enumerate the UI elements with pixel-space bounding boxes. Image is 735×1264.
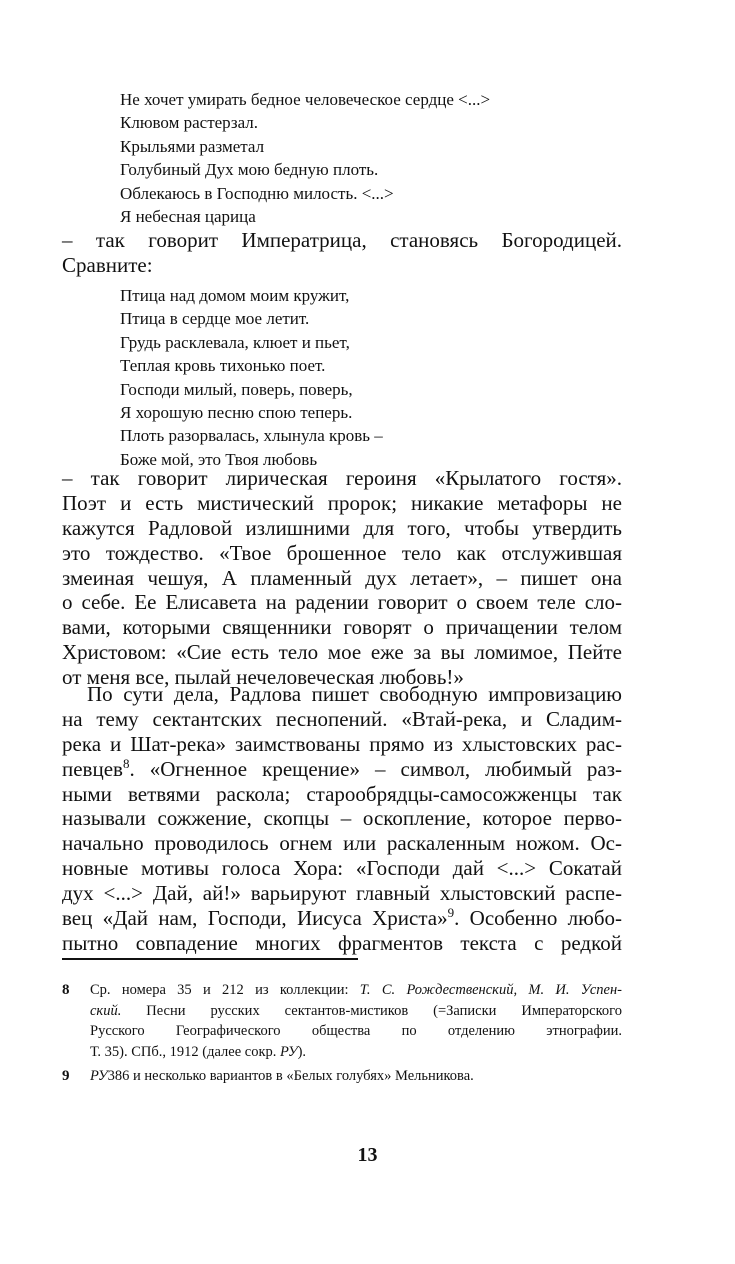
footnote-9 (62, 1066, 622, 1087)
text-span: певцев (62, 756, 123, 781)
text-line: Сравните: (62, 252, 153, 277)
text-span: . Особенно любо- (454, 906, 622, 931)
text-line: от меня все, пылай нечеловеческая любовь!» (62, 665, 464, 690)
text-line: дух <...> Дай, ай!» варьируют главный хлыстовский распе- (62, 881, 622, 906)
verse-line: Облекаюсь в Господню милость. <...> (120, 183, 394, 203)
text-span: Ср. номера 35 и 212 из коллекции: (90, 982, 360, 998)
verse-line: Не хочет умирать бедное человеческое сердце <...> (120, 90, 491, 109)
text-line: кажутся Радловой излишними для того, чтобы утвердить (62, 515, 622, 540)
italic-span: РУ (280, 1043, 298, 1060)
verse-line: Птица в сердце мое летит. (120, 309, 310, 329)
text-line: – так говорит лирическая героиня «Крылатого гостя». (62, 466, 622, 490)
footnote-text (90, 1066, 622, 1087)
verse-line: Теплая кровь тихонько поет. (120, 356, 326, 376)
verse-line: Я хорошую песню спою теперь. (120, 403, 353, 423)
footnote-line: Русского Географического общества по отделению этнографии. (90, 1023, 622, 1039)
text-span: 386 и несколько вариантов в «Белых голубях» Мельникова. (107, 1068, 474, 1084)
footnote-line (90, 980, 622, 1001)
footnote-8 (62, 980, 622, 1062)
prose-paragraph-3 (62, 682, 622, 956)
text-line: новные мотивы голоса Хора: «Господи дай <...> Сокатай (62, 856, 622, 881)
footnote-number: 8 (62, 982, 70, 998)
verse-line: Боже мой, это Твоя любовь (120, 449, 318, 469)
verse-line: Голубиный Дух мою бедную плоть. (120, 160, 379, 180)
text-line: о себе. Ее Елисавета на радении говорит о своем теле сло- (62, 590, 622, 615)
text-line: начально проводилось огнем или раскаленным ножом. Ос- (62, 831, 622, 856)
italic-span: Т. С. Рождественский, М. И. Успен- (359, 982, 622, 998)
verse-block-1 (120, 88, 490, 228)
footnote-ref-9[interactable]: 9 (447, 905, 455, 921)
footnote-divider (62, 958, 358, 960)
text-span: . «Огненное крещение» – символ, любимый раз- (129, 756, 622, 781)
italic-span: ский. (90, 1002, 122, 1019)
verse-line: Я небесная царица (120, 207, 256, 227)
prose-paragraph-1 (62, 228, 622, 278)
verse-line: Клювом растерзал. (120, 113, 259, 133)
verse-block-2 (120, 284, 383, 471)
text-line: река и Шат-река» заимствованы прямо из хлыстовских рас- (62, 731, 622, 756)
verse-line: Плоть разорвалась, хлынула кровь – (120, 426, 383, 446)
verse-line: Крыльями разметал (120, 136, 265, 156)
text-line (62, 906, 622, 931)
italic-span: РУ (90, 1068, 108, 1084)
text-line (62, 757, 622, 782)
verse-line: Птица над домом моим кружит, (120, 286, 350, 305)
page-number: 13 (357, 1144, 378, 1166)
text-line: называли сожжение, скопцы – оскопление, которое перво- (62, 806, 622, 831)
text-line: – так говорит Императрица, становясь Богородицей. (62, 228, 622, 252)
text-line: на тему сектантских песнопений. «Втай-река, и Сладим- (62, 706, 622, 731)
text-line: змеиная чешуя, А пламенный дух летает», – пишет она (62, 565, 622, 590)
text-line: По сути дела, Радлова пишет свободную импровизацию (87, 682, 622, 706)
footnote-line (90, 1042, 622, 1063)
text-span: вец «Дай нам, Господи, Иисуса Христа» (62, 906, 448, 931)
text-span: Т. 35). СПб., 1912 (далее сокр. (90, 1043, 280, 1060)
text-span: Песни русских сектантов-мистиков (=Записки Императорского (121, 1002, 622, 1019)
footnote-line (90, 1066, 622, 1087)
text-line: пытно совпадение многих фрагментов текста с редкой (62, 930, 622, 955)
text-line: ными ветвями раскола; старообрядцы-самосожженцы так (62, 781, 622, 806)
prose-paragraph-2 (62, 466, 622, 690)
footnote-ref-8[interactable]: 8 (122, 755, 130, 771)
text-line: Поэт и есть мистический пророк; никакие метафоры не (62, 490, 622, 515)
verse-line: Грудь расклевала, клюет и пьет, (120, 332, 350, 352)
footnote-number: 9 (62, 1068, 70, 1084)
footnote-text (90, 980, 622, 1062)
text-span: ). (297, 1043, 307, 1060)
verse-line: Господи милый, поверь, поверь, (120, 379, 353, 399)
text-line: Христовом: «Сие есть тело мое еже за вы ломимое, Пейте (62, 640, 622, 665)
text-line: вами, которыми священники говорят о причащении телом (62, 615, 622, 640)
text-line: это тождество. «Твое брошенное тело как отслужившая (62, 540, 622, 565)
footnote-line (90, 1001, 622, 1022)
